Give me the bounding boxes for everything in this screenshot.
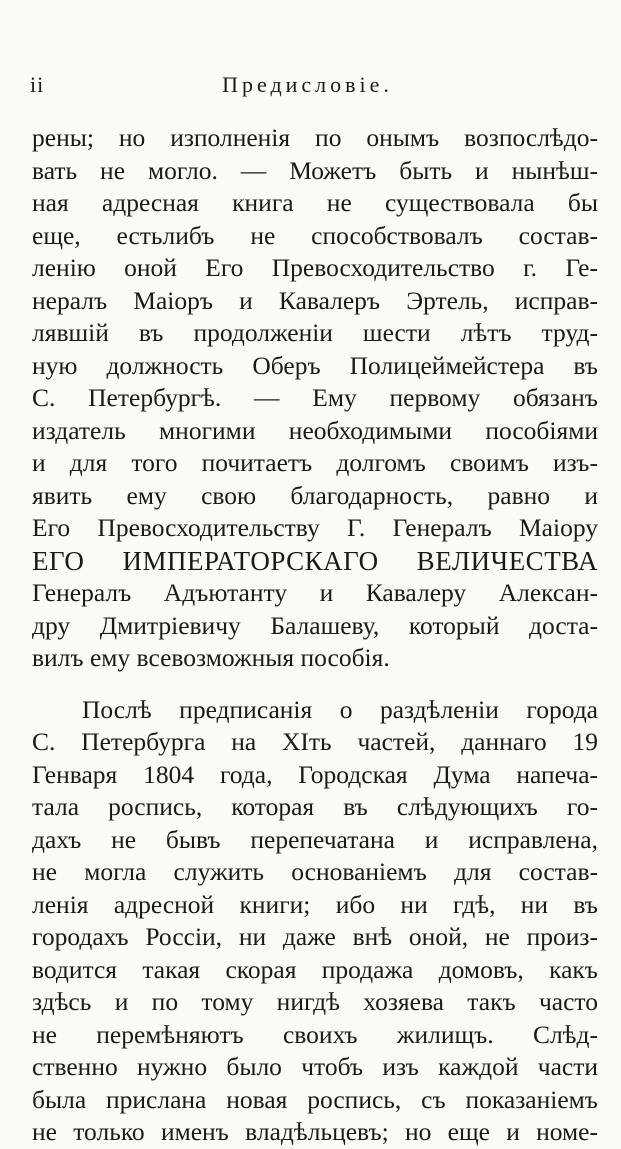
body-text	[32, 122, 598, 1149]
text-line: и для того почитаетъ долгомъ своимъ изъ-	[32, 448, 598, 477]
text-line: лявшій въ продолженіи шести лѣтъ труд-	[32, 318, 598, 347]
text-line: тала роспись, которая въ слѣдующихъ го-	[32, 792, 598, 821]
text-line: ленію оной Его Превосходительство г. Ге-	[32, 253, 598, 282]
text-line: вать не могло. — Можетъ быть и нынѣш-	[32, 155, 598, 185]
text-line: Его Превосходительству Г. Генералъ Маіору	[32, 513, 598, 542]
paragraph-1	[32, 122, 598, 675]
text-line: издатель многими необходимыми пособіями	[32, 415, 598, 445]
page-header	[30, 72, 585, 102]
text-line: ственно нужно было чтобъ изъ каждой части	[32, 1052, 598, 1081]
text-line: не могла служить основаніемъ для состав-	[32, 857, 598, 886]
text-line: Генваря 1804 года, Городская Дума напеча-	[32, 759, 598, 789]
text-line: водится такая скорая продажа домовъ, какъ	[32, 954, 598, 984]
text-line: городахъ Россіи, ни даже внѣ оной, не произ-	[32, 922, 598, 951]
text-line: не перемѣняютъ своихъ жилищъ. Слѣд-	[32, 1019, 598, 1049]
paragraph-gap	[32, 675, 598, 694]
text-line: ная адресная книга не существовала бы	[32, 188, 598, 217]
text-line: Послѣ предписанія о раздѣленіи города	[82, 694, 598, 724]
text-line: Генералъ Адъютанту и Кавалеру Алексан-	[32, 578, 598, 607]
text-line: здѣсь и по тому нигдѣ хозяева такъ часто	[32, 987, 598, 1016]
running-head: Предисловіе.	[222, 72, 393, 97]
text-line: вилъ ему всевозможныя пособія.	[32, 643, 390, 672]
page-number: ii	[30, 72, 45, 97]
text-line: еще, естьлибъ не способствовалъ состав-	[32, 220, 598, 250]
text-line: не только именъ владѣльцевъ; но еще и номе-	[32, 1117, 598, 1146]
paragraph-2	[32, 694, 598, 1149]
text-line: дахъ не бывъ перепечатана и исправлена,	[32, 824, 598, 854]
text-line: ную должность Оберъ Полицеймейстера въ	[32, 350, 598, 380]
text-line-capitals: ЕГО ИМПЕРАТОРСКАГО ВЕЛИЧЕСТВА	[32, 545, 598, 576]
text-line: С. Петербурга на XIть частей, даннаго 19	[32, 727, 598, 756]
text-line: была прислана новая роспись, съ показаніемъ	[32, 1084, 598, 1114]
text-line: рены; но изполненія по онымъ возпослѣдо-	[32, 123, 598, 152]
text-line: нералъ Маіоръ и Кавалеръ Эртель, исправ-	[32, 285, 598, 315]
text-line: дру Дмитріевичу Балашеву, который доста-	[32, 610, 598, 640]
text-line: ленія адресной книги; ибо ни гдѣ, ни въ	[32, 889, 598, 919]
text-line: С. Петербургѣ. — Ему первому обязанъ	[32, 383, 598, 412]
text-line: явить ему свою благодарность, равно и	[32, 480, 598, 510]
